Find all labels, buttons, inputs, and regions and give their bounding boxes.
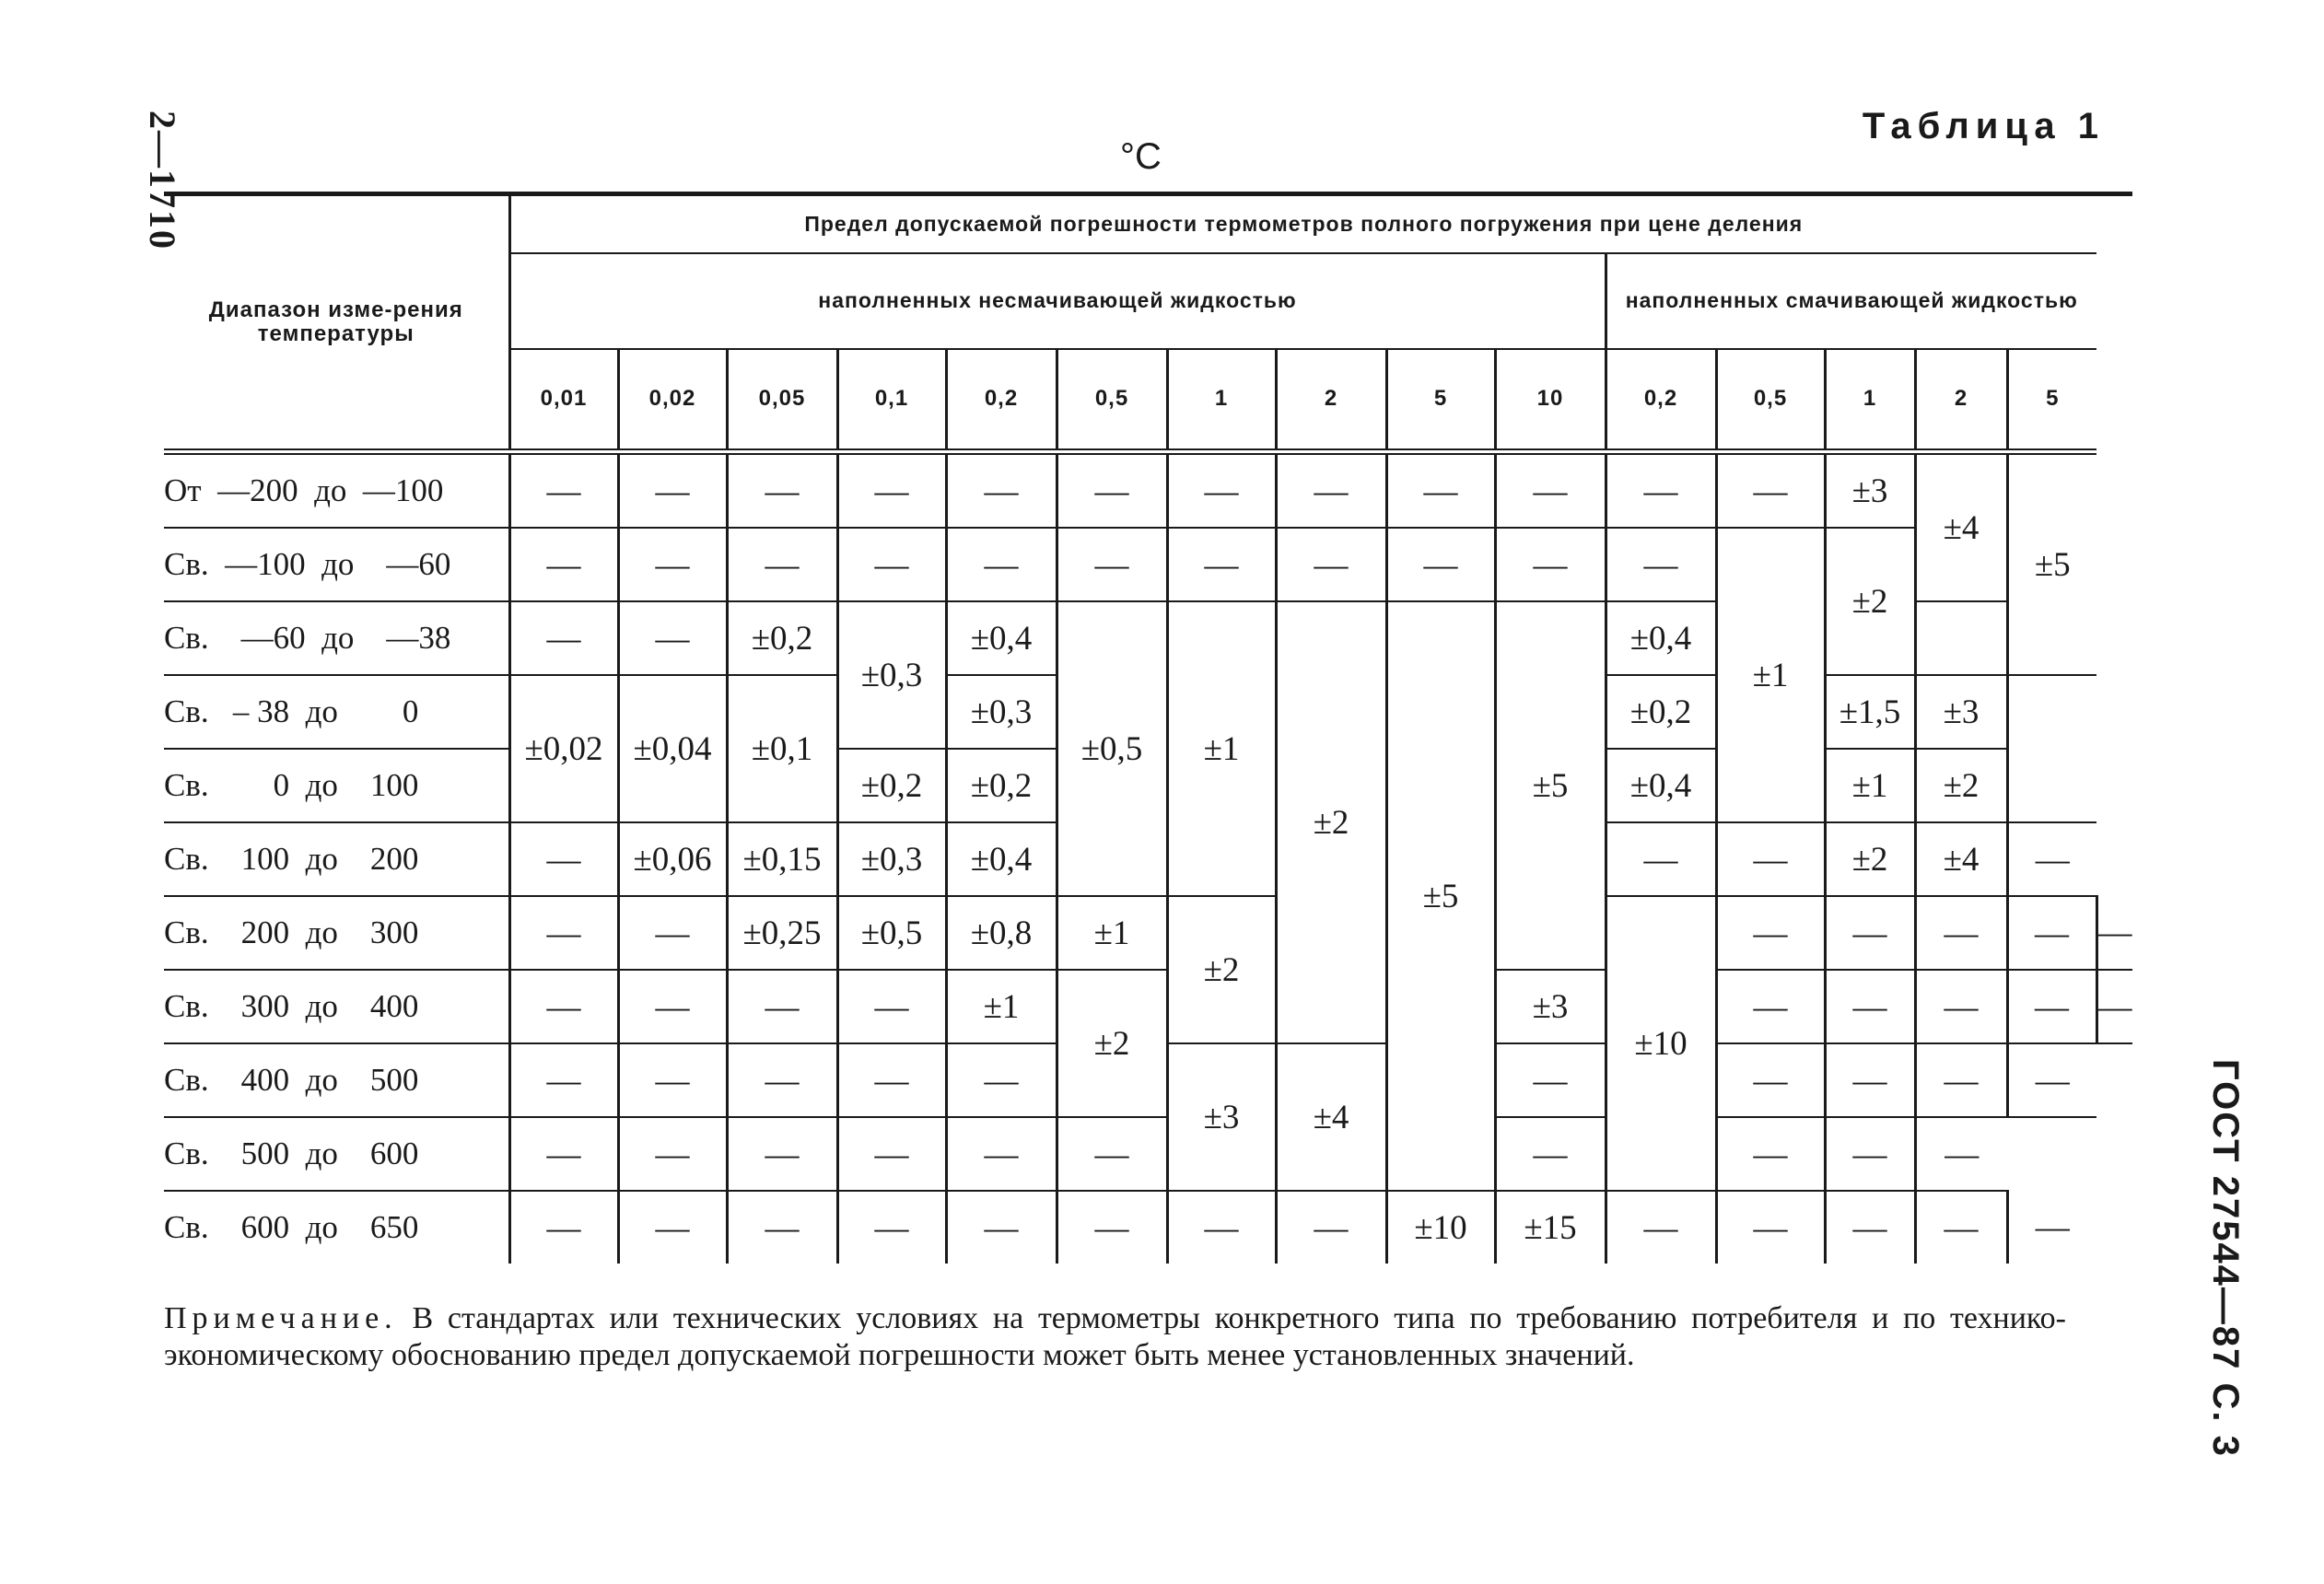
range-header: Диапазон изме-рения температуры — [164, 194, 509, 452]
division-header: 0,5 — [1057, 349, 1167, 452]
cell: — — [837, 970, 946, 1043]
cell: — — [1276, 528, 1386, 601]
cell: — — [618, 970, 727, 1043]
cell: — — [618, 528, 727, 601]
division-header: 0,5 — [1716, 349, 1825, 452]
cell: — — [2007, 896, 2096, 970]
cell: ±1 — [1825, 749, 1915, 822]
cell: — — [837, 452, 946, 529]
cell: — — [946, 1191, 1057, 1264]
cell: ±0,3 — [946, 675, 1057, 749]
cell: — — [1495, 1043, 1606, 1117]
cell: ±2 — [1915, 749, 2007, 822]
cell: ±5 — [1495, 601, 1606, 970]
cell: — — [509, 896, 618, 970]
cell: — — [1057, 1191, 1167, 1264]
cell: ±0,3 — [837, 601, 946, 749]
range-label: Св. 500 до 600 — [164, 1117, 509, 1191]
note-text: В стандартах или технических условиях на термометры конкретного типа по требованию потребителя и по технико-экономическому обоснованию предел допускаемой погрешности может быть менее установленных значений. — [164, 1301, 2066, 1372]
cell: — — [509, 528, 618, 601]
cell: ±0,25 — [727, 896, 837, 970]
cell: — — [837, 528, 946, 601]
range-label: Св. 0 до 100 — [164, 749, 509, 822]
cell: — — [1915, 1117, 2007, 1191]
cell: ±1 — [1716, 528, 1825, 822]
cell: — — [727, 1043, 837, 1117]
cell: ±0,04 — [618, 675, 727, 822]
cell: ±5 — [1386, 601, 1495, 1191]
cell: ±0,4 — [946, 601, 1057, 675]
wetting-header: наполненных смачивающей жидкостью — [1606, 253, 2096, 349]
range-label: Св. 100 до 200 — [164, 822, 509, 896]
cell: — — [1825, 896, 1915, 970]
cell: ±0,2 — [946, 749, 1057, 822]
cell: ±0,8 — [946, 896, 1057, 970]
group-header: Предел допускаемой погрешности термометров полного погружения при цене деления — [509, 194, 2096, 253]
cell: — — [1716, 1117, 1825, 1191]
cell: — — [1057, 1117, 1167, 1191]
cell: — — [1716, 1043, 1825, 1117]
cell: — — [727, 528, 837, 601]
division-header: 2 — [1915, 349, 2007, 452]
cell: ±0,4 — [1606, 601, 1716, 675]
cell: — — [727, 970, 837, 1043]
cell: — — [1716, 896, 1825, 970]
cell: — — [946, 1043, 1057, 1117]
range-label: Св. 600 до 650 — [164, 1191, 509, 1264]
cell: ±0,5 — [837, 896, 946, 970]
cell: — — [509, 452, 618, 529]
cell: ±0,06 — [618, 822, 727, 896]
cell: — — [1167, 452, 1276, 529]
range-label: Св. 300 до 400 — [164, 970, 509, 1043]
cell: ±2 — [1057, 970, 1167, 1117]
cell: ±3 — [1495, 970, 1606, 1043]
division-header: 2 — [1276, 349, 1386, 452]
cell: — — [946, 452, 1057, 529]
cell: — — [1825, 1117, 1915, 1191]
cell: ±15 — [1495, 1191, 1606, 1264]
cell: ±1 — [1167, 601, 1276, 896]
cell: — — [1057, 452, 1167, 529]
table-title: Таблица 1 — [1862, 106, 2105, 146]
division-header: 10 — [1495, 349, 1606, 452]
cell: — — [1716, 452, 1825, 529]
range-label: От —200 до —100 — [164, 452, 509, 529]
cell: — — [727, 1117, 837, 1191]
cell: — — [837, 1043, 946, 1117]
cell: — — [2007, 822, 2096, 896]
cell: — — [1495, 528, 1606, 601]
cell: — — [1825, 1043, 1915, 1117]
cell: ±2 — [1825, 822, 1915, 896]
division-header: 1 — [1825, 349, 1915, 452]
cell: — — [509, 601, 618, 675]
division-header: 0,2 — [1606, 349, 1716, 452]
cell: ±1 — [946, 970, 1057, 1043]
cell: — — [1606, 1191, 1716, 1264]
cell: — — [1915, 970, 2007, 1043]
cell: ±10 — [1606, 896, 1716, 1191]
cell: — — [946, 528, 1057, 601]
cell: — — [1915, 896, 2007, 970]
cell: — — [618, 452, 727, 529]
cell: — — [1167, 528, 1276, 601]
cell: — — [2035, 1208, 2070, 1246]
cell: — — [1057, 528, 1167, 601]
division-header: 0,2 — [946, 349, 1057, 452]
cell: — — [1716, 970, 1825, 1043]
table-note — [164, 1300, 2066, 1374]
cell: ±0,02 — [509, 675, 618, 822]
cell: ±3 — [1167, 1043, 1276, 1191]
unit-label: °C — [1120, 136, 1162, 177]
cell: — — [2096, 896, 2132, 970]
nonwetting-header: наполненных несмачивающей жидкостью — [509, 253, 1606, 349]
cell: — — [509, 1043, 618, 1117]
division-header: 1 — [1167, 349, 1276, 452]
cell: ±0,2 — [727, 601, 837, 675]
cell — [1915, 601, 2007, 675]
cell: ±2 — [1276, 601, 1386, 1043]
cell: — — [2096, 970, 2132, 1043]
cell: ±0,3 — [837, 822, 946, 896]
division-header: 5 — [2007, 349, 2096, 452]
cell: — — [1386, 528, 1495, 601]
cell: ±0,4 — [1606, 749, 1716, 822]
division-header: 0,05 — [727, 349, 837, 452]
cell: — — [837, 1117, 946, 1191]
cell: — — [1276, 452, 1386, 529]
cell: — — [1495, 1117, 1606, 1191]
cell: — — [618, 1043, 727, 1117]
cell: — — [1606, 528, 1716, 601]
cell: — — [727, 452, 837, 529]
cell: — — [1716, 822, 1825, 896]
cell: — — [1825, 1191, 1915, 1264]
range-label: Св. —100 до —60 — [164, 528, 509, 601]
cell: — — [1716, 1191, 1825, 1264]
cell: — — [618, 1117, 727, 1191]
cell: — — [509, 822, 618, 896]
cell: — — [509, 1117, 618, 1191]
cell: — — [1495, 452, 1606, 529]
cell — [2007, 675, 2096, 822]
cell: — — [1915, 1191, 2007, 1264]
cell: — — [2007, 1043, 2096, 1117]
cell: ±0,1 — [727, 675, 837, 822]
cell: ±5 — [2007, 452, 2096, 676]
division-header: 0,1 — [837, 349, 946, 452]
cell: ±3 — [1915, 675, 2007, 749]
cell: — — [837, 1191, 946, 1264]
range-label: Св. 400 до 500 — [164, 1043, 509, 1117]
cell: ±0,2 — [1606, 675, 1716, 749]
cell: — — [1915, 1043, 2007, 1117]
cell: ±10 — [1386, 1191, 1495, 1264]
cell: ±4 — [1276, 1043, 1386, 1191]
cell: — — [2007, 970, 2096, 1043]
cell: ±1 — [1057, 896, 1167, 970]
cell: — — [946, 1117, 1057, 1191]
cell: — — [618, 601, 727, 675]
cell: — — [1606, 822, 1716, 896]
cell: ±0,5 — [1057, 601, 1167, 896]
cell: ±3 — [1825, 452, 1915, 529]
range-label: Св. – 38 до 0 — [164, 675, 509, 749]
cell: — — [1825, 970, 1915, 1043]
cell: ±2 — [1825, 528, 1915, 675]
cell: ±0,15 — [727, 822, 837, 896]
range-label: Св. —60 до —38 — [164, 601, 509, 675]
cell: — — [618, 896, 727, 970]
cell: ±4 — [1915, 822, 2007, 896]
cell: ±2 — [1167, 896, 1276, 1043]
division-header: 0,01 — [509, 349, 618, 452]
side-standard-label: ГОСТ 27544—87 С. 3 — [2205, 1059, 2246, 1458]
division-header: 5 — [1386, 349, 1495, 452]
cell: ±4 — [1915, 452, 2007, 602]
cell: — — [1167, 1191, 1276, 1264]
note-heading: Примечание. — [164, 1301, 398, 1335]
cell: — — [509, 1191, 618, 1264]
cell: — — [1606, 452, 1716, 529]
side-page-number: 2—1710 — [142, 111, 183, 250]
cell: ±0,4 — [946, 822, 1057, 896]
cell: — — [509, 970, 618, 1043]
range-label: Св. 200 до 300 — [164, 896, 509, 970]
cell: ±0,2 — [837, 749, 946, 822]
division-header: 0,02 — [618, 349, 727, 452]
cell: — — [1276, 1191, 1386, 1264]
cell: — — [618, 1191, 727, 1264]
tolerance-table — [164, 192, 2132, 1264]
cell: ±1,5 — [1825, 675, 1915, 749]
cell: — — [1386, 452, 1495, 529]
cell: — — [727, 1191, 837, 1264]
